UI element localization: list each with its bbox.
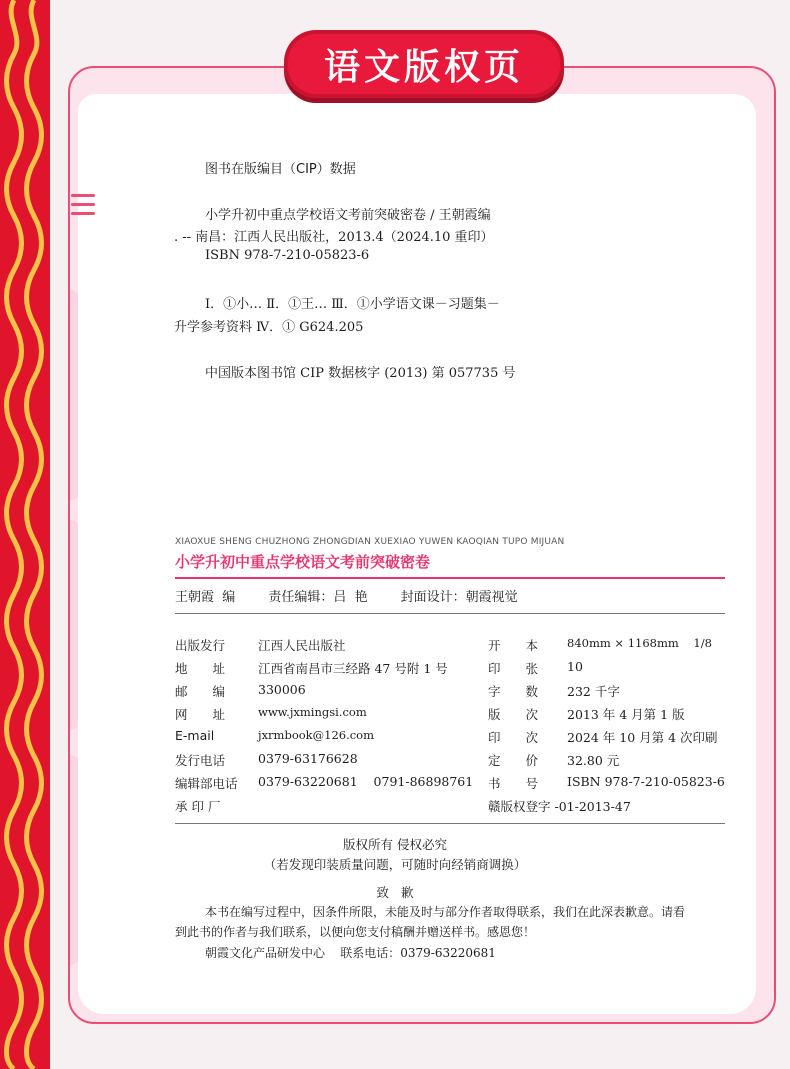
rights-notice: 版权所有 侵权必究 [343,837,447,852]
info-label: 编辑部电话 [175,776,238,791]
divider [175,823,725,824]
info-label: 印 张 [488,661,539,676]
info-value: 江西人民出版社 [258,638,346,653]
info-label: 邮 编 [175,684,226,699]
page-title: 语文版权页 [288,34,560,94]
divider [175,613,725,614]
info-label: 发行电话 [175,753,226,768]
info-value: 2024 年 10 月第 4 次印刷 [567,730,718,745]
info-value: 江西省南昌市三经路 47 号附 1 号 [258,661,448,676]
info-label: 承 印 厂 [175,799,221,814]
gold-wave-decoration [4,0,48,1069]
info-value: 232 千字 [567,684,620,699]
info-value: jxrmbook@126.com [258,728,375,742]
info-value: 2013 年 4 月第 1 版 [567,707,685,722]
pink-stripe-decoration [71,194,95,197]
info-label: 定 价 [488,753,539,768]
info-value: 0379-63176628 [258,751,358,766]
info-value: ISBN 978-7-210-05823-6 [567,774,725,789]
info-value: www.jxmingsi.com [258,705,367,719]
info-label: 版 次 [488,707,539,722]
info-value: 32.80 元 [567,753,620,768]
cip-line: Ⅰ．①小… Ⅱ．①王… Ⅲ．①小学语文课－习题集－ [205,297,500,312]
apology-title: 致 歉 [376,885,414,900]
info-value: 赣版权登字 -01-2013-47 [488,799,631,814]
book-title-pinyin: XIAOXUE SHENG CHUZHONG ZHONGDIAN XUEXIAO YUWEN KAOQIAN TUPO MIJUAN [175,537,565,547]
cip-line: 小学升初中重点学校语文考前突破密卷 / 王朝霞编 [205,208,491,223]
info-label: 出版发行 [175,638,226,653]
info-value: 0379-63220681 0791-86898761 [258,774,474,789]
contact-info: 朝霞文化产品研发中心 联系电话：0379-63220681 [205,946,496,960]
info-label: 字 数 [488,684,539,699]
cip-heading: 图书在版编目（CIP）数据 [205,162,356,177]
quality-notice: （若发现印装质量问题，可随时向经销商调换） [263,857,527,872]
cip-line: 升学参考资料 Ⅳ．① G624.205 [174,320,364,335]
pink-stripe-decoration [71,203,95,206]
cip-line: . -- 南昌：江西人民出版社，2013.4（2024.10 重印） [174,230,494,245]
apology-text: 到此书的作者与我们联系，以便向您支付稿酬并赠送样书。感恩您！ [175,925,536,939]
info-label: 地 址 [175,661,226,676]
info-value: 840mm × 1168mm 1/8 [567,636,712,650]
pink-divider [175,577,725,579]
title-badge [284,30,564,98]
pink-stripe-decoration [71,212,95,215]
book-title: 小学升初中重点学校语文考前突破密卷 [175,553,431,571]
info-value: 10 [567,659,583,674]
info-label: E-mail [175,728,215,743]
book-credits: 王朝霞 编 责任编辑：吕 艳 封面设计：朝霞视觉 [175,590,518,605]
info-label: 网 址 [175,707,226,722]
apology-text: 本书在编写过程中，因条件所限，未能及时与部分作者取得联系，我们在此深表歉意。请看 [205,905,686,919]
info-label: 开 本 [488,638,539,653]
cip-line: ISBN 978-7-210-05823-6 [205,248,370,263]
info-value: 330006 [258,682,306,697]
info-label: 书 号 [488,776,539,791]
cip-line: 中国版本图书馆 CIP 数据核字 (2013) 第 057735 号 [205,366,516,381]
info-label: 印 次 [488,730,539,745]
